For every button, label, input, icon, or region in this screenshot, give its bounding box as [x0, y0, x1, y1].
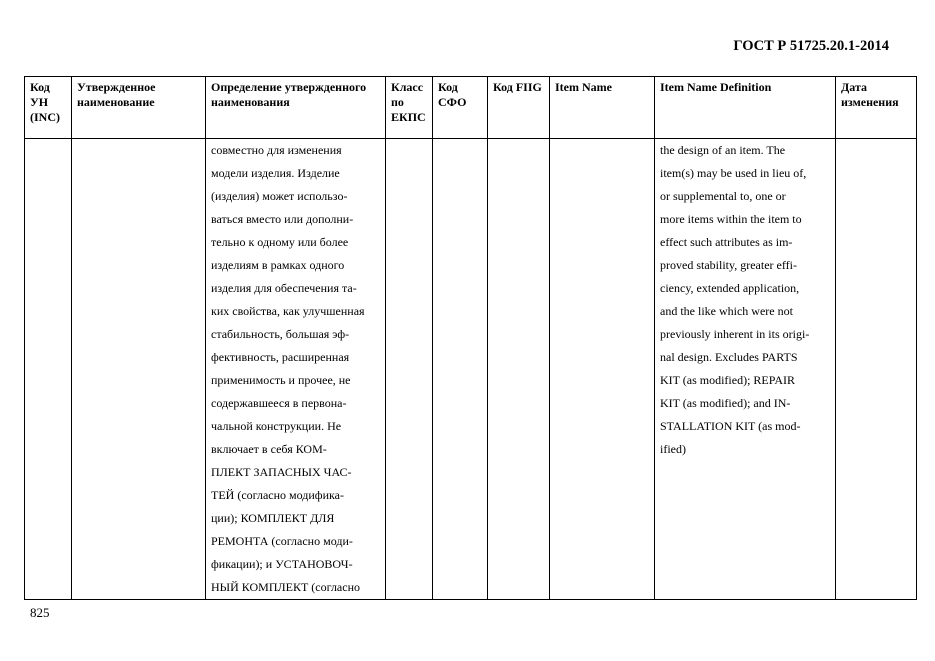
definition-ru-line: тельно к одному или более: [211, 235, 349, 249]
definition-ru-line: ПЛЕКТ ЗАПАСНЫХ ЧАС-: [211, 465, 352, 479]
definition-ru-line: (изделия) может использо-: [211, 189, 348, 203]
definition-en-line: item(s) may be used in lieu of,: [660, 166, 807, 180]
definition-ru-line: РЕМОНТА (согласно моди-: [211, 534, 353, 548]
column-header-item-name: Item Name: [550, 77, 655, 139]
definition-en-line: ciency, extended application,: [660, 281, 800, 295]
definition-ru-line: совместно для изменения: [211, 143, 342, 157]
definition-en-line: proved stability, greater effi-: [660, 258, 797, 272]
definition-ru-line: изделия для обеспечения та-: [211, 281, 357, 295]
cell-approved-name: [72, 139, 206, 600]
cell-definition-ru: [206, 139, 386, 600]
cell-class-ekps: [386, 139, 433, 600]
document-code: ГОСТ Р 51725.20.1-2014: [733, 38, 889, 54]
terms-table: [24, 76, 917, 600]
column-header-inc: Код УН (INC): [25, 77, 72, 139]
column-header-code-fiig: Код FIIG: [488, 77, 550, 139]
definition-en-line: nal design. Excludes PARTS: [660, 350, 798, 364]
definition-en-line: or supplemental to, one or: [660, 189, 786, 203]
definition-ru-line: модели изделия. Изделие: [211, 166, 340, 180]
definition-en-line: ified): [660, 442, 686, 456]
page-number: 825: [30, 605, 50, 620]
column-header-definition-en: Item Name Definition: [655, 77, 836, 139]
definition-ru-line: ких свойства, как улучшенная: [211, 304, 365, 318]
column-header-class-ekps: Класс по ЕКПС: [386, 77, 433, 139]
definition-en-line: and the like which were not: [660, 304, 793, 318]
definition-en-line: STALLATION KIT (as mod-: [660, 419, 801, 433]
definition-ru-line: включает в себя КОМ-: [211, 442, 327, 456]
definition-en-line: the design of an item. The: [660, 143, 786, 157]
definition-ru-line: ТЕЙ (согласно модифика-: [211, 488, 344, 502]
definition-en-line: KIT (as modified); and IN-: [660, 396, 791, 410]
definition-ru-line: применимость и прочее, не: [211, 373, 351, 387]
column-header-definition-ru: Определение утвержденного наименования: [206, 77, 386, 139]
definition-ru-line: фективность, расширенная: [211, 350, 350, 364]
cell-code-fiig: [488, 139, 550, 600]
definition-en-line: more items within the item to: [660, 212, 802, 226]
column-header-code-sfo: Код СФО: [433, 77, 488, 139]
table-header-row: [25, 77, 917, 139]
definition-ru-line: ваться вместо или дополни-: [211, 212, 354, 226]
definition-ru-line: изделиям в рамках одного: [211, 258, 345, 272]
column-header-change-date: Дата изменения: [836, 77, 917, 139]
definition-en-line: effect such attributes as im-: [660, 235, 793, 249]
definition-ru-line: чальной конструкции. Не: [211, 419, 342, 433]
cell-item-name: [550, 139, 655, 600]
cell-definition-en: [655, 139, 836, 600]
definition-en-line: previously inherent in its origi-: [660, 327, 810, 341]
definition-ru-line: содержавшееся в первона-: [211, 396, 347, 410]
table-row: [25, 139, 917, 600]
cell-change-date: [836, 139, 917, 600]
cell-code-sfo: [433, 139, 488, 600]
definition-en-line: KIT (as modified); REPAIR: [660, 373, 795, 387]
column-header-approved-name: Утвержденное наименование: [72, 77, 206, 139]
definition-ru-line: ции); КОМПЛЕКТ ДЛЯ: [211, 511, 335, 525]
cell-inc: [25, 139, 72, 600]
definition-ru-line: НЫЙ КОМПЛЕКТ (согласно: [211, 580, 361, 594]
definition-ru-line: фикации); и УСТАНОВОЧ-: [211, 557, 353, 571]
definition-ru-line: стабильность, большая эф-: [211, 327, 350, 341]
